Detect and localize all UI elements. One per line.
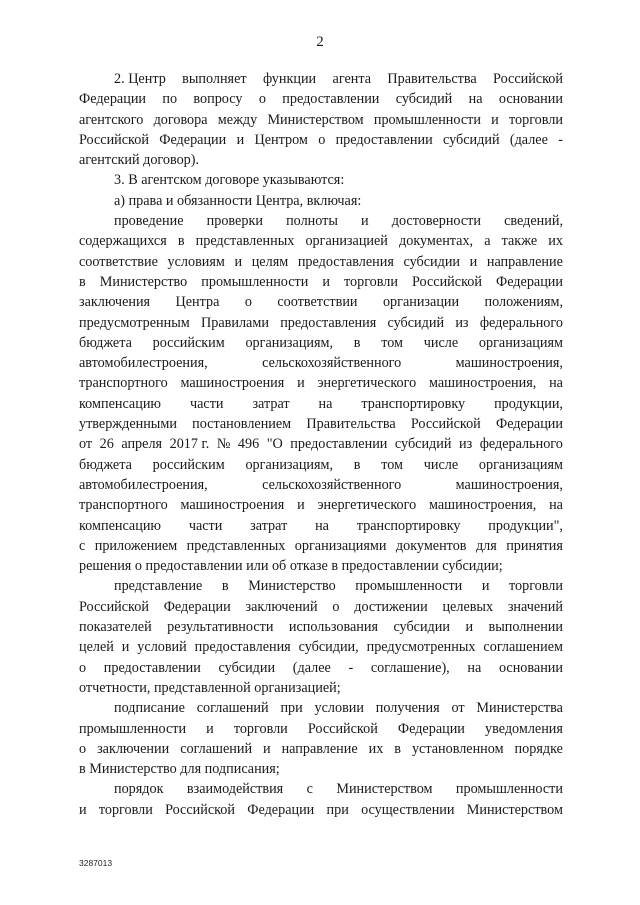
word: о xyxy=(258,91,266,108)
word: предоставления xyxy=(280,314,377,331)
text-line xyxy=(79,353,563,373)
word: субсидий xyxy=(395,91,453,108)
text-line xyxy=(79,658,563,678)
word: машиностроения xyxy=(180,497,285,514)
text-line xyxy=(79,719,563,739)
word: заключения xyxy=(79,294,151,311)
word: соответствии xyxy=(277,294,358,311)
word: федерального xyxy=(479,314,563,331)
word: и xyxy=(79,801,87,818)
text-line xyxy=(79,170,563,190)
word: Федерации xyxy=(163,598,231,615)
word: в xyxy=(79,273,86,290)
text-line xyxy=(79,110,563,130)
word: о xyxy=(79,659,87,676)
word: том xyxy=(381,334,404,351)
word: сельскохозяйственного xyxy=(262,476,402,493)
word: апреля xyxy=(121,436,163,453)
word: на xyxy=(549,497,563,514)
word: бюджета xyxy=(79,334,132,351)
word: энергетического xyxy=(317,375,417,392)
word: от xyxy=(79,436,93,453)
word: их xyxy=(548,233,563,250)
word: агента xyxy=(332,71,372,87)
text-line xyxy=(79,759,563,779)
text-line xyxy=(79,292,563,312)
word: 496 xyxy=(237,436,260,453)
word: договора xyxy=(153,111,208,128)
word: организацией xyxy=(305,233,388,250)
text-line xyxy=(79,637,563,657)
word: функции xyxy=(262,71,317,87)
word: достижении xyxy=(354,598,428,615)
word: Федерации xyxy=(159,131,227,148)
page-number: 2 xyxy=(316,34,324,50)
word: субсидий xyxy=(394,436,452,453)
word: для xyxy=(475,537,497,554)
word: их xyxy=(368,740,384,757)
text-line xyxy=(79,313,563,333)
paragraph xyxy=(79,170,563,190)
word: направление xyxy=(486,253,563,270)
word: значений xyxy=(507,598,563,615)
word: из xyxy=(455,314,469,331)
word: Министерством xyxy=(466,801,563,818)
word: Федерации xyxy=(495,273,563,290)
word: Российской xyxy=(493,71,563,87)
word: соглашений xyxy=(180,740,253,757)
word: принятия xyxy=(506,537,563,554)
text-line xyxy=(79,130,563,150)
word: порядке xyxy=(514,740,563,757)
word: (далее xyxy=(509,131,548,148)
text-line xyxy=(79,556,563,576)
text-line xyxy=(79,617,563,637)
word: Федерации xyxy=(495,416,563,433)
word: постановлением xyxy=(192,416,292,433)
word: из xyxy=(458,436,473,453)
word: получения xyxy=(375,700,440,717)
text-line xyxy=(79,576,563,596)
paragraph xyxy=(79,698,563,779)
word: и xyxy=(234,253,243,270)
word: в xyxy=(394,740,401,757)
word: машиностроения, xyxy=(428,497,537,514)
word: промышленности xyxy=(455,781,563,798)
word: основании xyxy=(498,91,563,108)
word: целей xyxy=(79,639,114,656)
word: Министерством xyxy=(267,111,364,128)
word: приложением xyxy=(94,537,178,554)
word: также xyxy=(501,233,538,250)
word: автомобилестроения, xyxy=(79,355,208,372)
word: субсидии xyxy=(218,659,276,676)
word: с xyxy=(306,781,313,798)
word: компенсацию xyxy=(79,517,162,534)
word: предусмотренных xyxy=(366,639,476,656)
word: 26 xyxy=(99,436,114,453)
word: и xyxy=(469,253,478,270)
word: компенсацию xyxy=(79,395,162,412)
word: торговли xyxy=(233,720,288,737)
word: транспортировку xyxy=(356,517,461,534)
word: а xyxy=(484,233,491,250)
word: представление xyxy=(114,578,203,595)
word: и xyxy=(322,273,330,290)
text-line xyxy=(79,779,563,799)
word: проведение xyxy=(114,213,184,230)
word: уведомления xyxy=(485,720,563,737)
document-body xyxy=(79,69,563,820)
word: проверки xyxy=(206,213,263,230)
word: 3. В агентском договоре указываются: xyxy=(114,172,345,189)
word: предусмотренным xyxy=(79,314,190,331)
word: осуществлении xyxy=(361,801,455,818)
word: утвержденными xyxy=(79,416,177,433)
word: затрат xyxy=(252,395,290,412)
word: в xyxy=(177,233,185,250)
word: Российской xyxy=(410,416,481,433)
word: промышленности xyxy=(355,578,463,595)
word: документов xyxy=(395,537,467,554)
word: Министерство xyxy=(248,578,336,595)
word: вопросу xyxy=(193,91,243,108)
word: взаимодействия xyxy=(186,781,284,798)
word: Министерство xyxy=(99,273,188,290)
text-line xyxy=(79,69,563,89)
text-line xyxy=(79,373,563,393)
word: на xyxy=(549,375,563,392)
word: соглашением xyxy=(483,639,563,656)
word: условиям xyxy=(167,253,225,270)
word: "О xyxy=(266,436,283,453)
word: порядок xyxy=(114,781,164,798)
word: субсидии xyxy=(403,253,461,270)
word: энергетического xyxy=(317,497,417,514)
word: Федерации xyxy=(397,720,465,737)
word: от xyxy=(451,700,465,717)
word: сельскохозяйственного xyxy=(262,355,402,372)
word: Министерством xyxy=(336,781,433,798)
word: субсидий xyxy=(387,314,445,331)
document-code: 3287013 xyxy=(79,858,113,868)
word: части xyxy=(188,517,223,534)
word: о xyxy=(79,740,87,757)
word: (далее xyxy=(292,659,331,676)
word: отчетности, представленной организацией; xyxy=(79,679,341,696)
word: Федерации xyxy=(79,91,147,108)
word: субсидии xyxy=(393,619,450,636)
word: организациям, xyxy=(245,334,334,351)
word: части xyxy=(189,395,224,412)
text-line xyxy=(79,272,563,292)
word: торговли xyxy=(344,273,398,290)
text-line xyxy=(79,394,563,414)
text-line xyxy=(79,414,563,434)
word: Министерства xyxy=(476,700,563,717)
word: выполняет xyxy=(182,71,247,87)
word: положениям, xyxy=(484,294,563,311)
word: на xyxy=(467,659,482,676)
word: и xyxy=(263,740,271,757)
word: заключении xyxy=(97,740,170,757)
word: достоверности xyxy=(391,213,481,230)
word: по xyxy=(162,91,178,108)
word: условии xyxy=(314,700,364,717)
word: машиностроения, xyxy=(428,375,537,392)
word: и xyxy=(236,131,245,148)
word: Российской xyxy=(79,131,149,148)
word: на xyxy=(468,91,483,108)
word: субсидий xyxy=(443,131,500,148)
word: соответствие xyxy=(79,253,158,270)
word: в xyxy=(353,334,361,351)
text-line xyxy=(79,333,563,353)
word: транспортного xyxy=(79,497,168,514)
paragraph xyxy=(79,576,563,698)
word: предоставлении xyxy=(103,659,201,676)
word: организациями xyxy=(294,537,387,554)
word: документах, xyxy=(399,233,474,250)
word: - xyxy=(348,659,354,676)
text-line xyxy=(79,89,563,109)
word: числе xyxy=(423,334,459,351)
text-line xyxy=(79,211,563,231)
word: соглашений xyxy=(196,700,269,717)
word: № xyxy=(216,436,231,453)
word: субсидии, xyxy=(298,639,359,656)
word: предоставлении xyxy=(282,91,380,108)
text-line xyxy=(79,536,563,556)
text-line xyxy=(79,800,563,820)
word: полноты xyxy=(286,213,338,230)
word: на xyxy=(315,517,329,534)
word: выполнении xyxy=(488,619,563,636)
word: Российской xyxy=(307,720,378,737)
word: заключений xyxy=(245,598,318,615)
word: и xyxy=(481,578,490,595)
word: организациям xyxy=(478,334,563,351)
word: транспортировку xyxy=(361,395,466,412)
word: Центра xyxy=(175,294,220,311)
word: целям xyxy=(251,253,289,270)
word: числе xyxy=(423,456,459,473)
word: направление xyxy=(281,740,358,757)
word: показателей xyxy=(79,619,152,636)
word: Российской xyxy=(165,801,235,818)
word: при xyxy=(326,801,349,818)
word: предоставлении xyxy=(290,436,388,453)
text-line xyxy=(79,698,563,718)
text-line xyxy=(79,495,563,515)
word: представленных xyxy=(195,233,295,250)
word: подписание xyxy=(114,700,185,717)
word: российским xyxy=(152,334,225,351)
word: промышленности xyxy=(79,720,187,737)
word: решения о предоставлении или об отказе в предоставлении субсидии; xyxy=(79,558,503,575)
text-line xyxy=(79,150,563,170)
word: 2017 г. xyxy=(169,436,210,453)
word: и xyxy=(121,639,130,656)
word: промышленности xyxy=(373,111,481,128)
word: о xyxy=(318,131,326,148)
word: основании xyxy=(498,659,563,676)
word: и xyxy=(206,720,214,737)
word: Российской xyxy=(79,598,149,615)
word: российским xyxy=(152,456,225,473)
text-line xyxy=(79,191,563,211)
text-line xyxy=(79,231,563,251)
word: в xyxy=(353,456,361,473)
word: предоставлении xyxy=(335,131,433,148)
word: представленных xyxy=(186,537,286,554)
text-line xyxy=(79,434,563,454)
word: автомобилестроения, xyxy=(79,476,208,493)
word: торговли xyxy=(509,111,563,128)
word: с xyxy=(79,537,86,554)
word: целевых xyxy=(442,598,494,615)
text-line xyxy=(79,455,563,475)
word: Правительства xyxy=(387,71,477,87)
word: предоставления xyxy=(194,639,291,656)
word: 2. Центр xyxy=(114,71,166,87)
word: использования xyxy=(288,619,378,636)
paragraph xyxy=(79,191,563,211)
word: между xyxy=(217,111,258,128)
word: том xyxy=(381,456,404,473)
word: агентский договор). xyxy=(79,152,200,169)
word: машиностроения, xyxy=(455,355,563,372)
word: при xyxy=(280,700,303,717)
word: Центром xyxy=(254,131,308,148)
word: и xyxy=(465,619,474,636)
word: содержащихся xyxy=(79,233,167,250)
word: условий xyxy=(137,639,187,656)
word: продукции", xyxy=(488,517,563,534)
text-line xyxy=(79,516,563,536)
word: и xyxy=(361,213,369,230)
word: и xyxy=(297,497,305,514)
word: и xyxy=(297,375,305,392)
word: федерального xyxy=(479,436,563,453)
word: торговли xyxy=(98,801,153,818)
word: машиностроения, xyxy=(455,476,563,493)
paragraph xyxy=(79,211,563,576)
word: транспортного xyxy=(79,375,168,392)
word: а) права и обязанности Центра, включая: xyxy=(114,192,362,209)
word: торговли xyxy=(509,578,563,595)
word: соглашение), xyxy=(370,659,450,676)
word: промышленности xyxy=(201,273,309,290)
text-line xyxy=(79,252,563,272)
word: продукции, xyxy=(494,395,563,412)
paragraph xyxy=(79,779,563,820)
word: о xyxy=(244,294,252,311)
text-line xyxy=(79,739,563,759)
text-line xyxy=(79,475,563,495)
word: организациям xyxy=(478,456,563,473)
word: - xyxy=(558,131,563,148)
text-line xyxy=(79,678,563,698)
word: установленном xyxy=(411,740,504,757)
word: машиностроения xyxy=(180,375,285,392)
word: о xyxy=(332,598,340,615)
word: результативности xyxy=(167,619,274,636)
word: сведений, xyxy=(504,213,563,230)
word: и xyxy=(491,111,499,128)
word: организациям, xyxy=(245,456,334,473)
word: в xyxy=(221,578,229,595)
word: организации xyxy=(382,294,460,311)
word: Правительства xyxy=(306,416,396,433)
word: затрат xyxy=(250,517,288,534)
text-line xyxy=(79,597,563,617)
word: Федерации xyxy=(247,801,315,818)
word: Правилами xyxy=(201,314,269,331)
word: на xyxy=(318,395,333,412)
word: Российской xyxy=(412,273,482,290)
paragraph xyxy=(79,69,563,170)
word: предоставления xyxy=(297,253,394,270)
word: бюджета xyxy=(79,456,132,473)
word: в Министерство для подписания; xyxy=(79,761,280,778)
word: агентского xyxy=(79,111,144,128)
